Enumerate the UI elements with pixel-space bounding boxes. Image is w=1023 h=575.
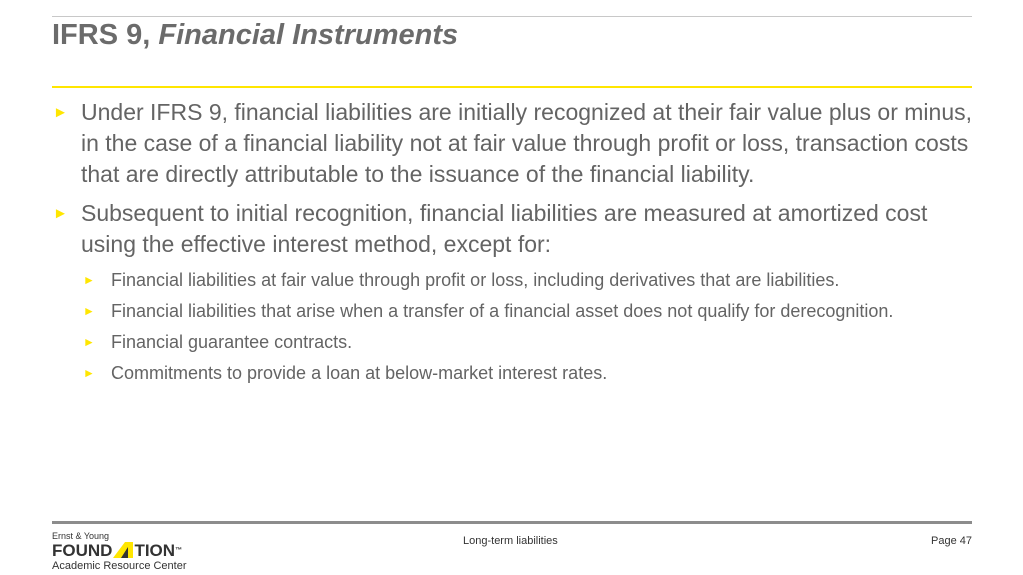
bullet-arrow-icon: ►	[83, 335, 95, 349]
footer-divider	[52, 521, 972, 524]
bullet-arrow-icon: ►	[53, 104, 68, 121]
title-italic: Financial Instruments	[158, 19, 459, 51]
logo-top-text: Ernst & Young	[52, 531, 110, 541]
logo-subtitle: Academic Resource Center	[52, 560, 187, 572]
foundation-a-icon	[112, 542, 134, 558]
sub-bullet-item	[82, 268, 972, 293]
bullet-arrow-icon: ►	[83, 273, 95, 287]
footer-section-title: Long-term liabilities	[463, 535, 558, 547]
bullet-arrow-icon: ►	[53, 205, 68, 222]
sub-bullet-text: Financial liabilities at fair value through profit or loss, including derivatives that are liabilities.	[111, 270, 840, 290]
sub-bullet-text: Financial liabilities that arise when a transfer of a financial asset does not qualify for derecognition.	[111, 301, 894, 321]
sub-bullet-text: Financial guarantee contracts.	[111, 332, 353, 352]
sub-bullet-item	[82, 361, 972, 386]
logo-right: TION	[134, 541, 176, 560]
ey-foundation-logo	[52, 531, 212, 571]
sub-bullet-item	[82, 299, 972, 324]
slide-body	[52, 97, 972, 392]
logo-left: FOUND	[52, 541, 113, 560]
sub-bullet-item	[82, 330, 972, 355]
bullet-arrow-icon: ►	[83, 366, 95, 380]
bullet-item	[52, 97, 972, 190]
logo-trademark: ™	[175, 547, 183, 554]
sub-bullet-text: Commitments to provide a loan at below-market interest rates.	[111, 363, 608, 383]
logo-wordmark	[52, 541, 182, 560]
bullet-text: Under IFRS 9, financial liabilities are initially recognized at their fair value plus or minus, in the case of a financial liability not at fair value through profit or loss, transaction costs that are directly attributable to the issuance of the financial liability.	[81, 99, 973, 187]
bullet-item	[52, 198, 972, 260]
bullet-arrow-icon: ►	[83, 304, 95, 318]
bullet-text: Subsequent to initial recognition, financial liabilities are measured at amortized cost using the effective interest method, except for:	[81, 200, 928, 257]
page-number: Page 47	[931, 535, 972, 547]
title-underline	[52, 86, 972, 88]
title-prefix: IFRS 9,	[52, 19, 151, 51]
sub-bullet-list	[52, 268, 972, 386]
slide-title	[52, 17, 458, 53]
